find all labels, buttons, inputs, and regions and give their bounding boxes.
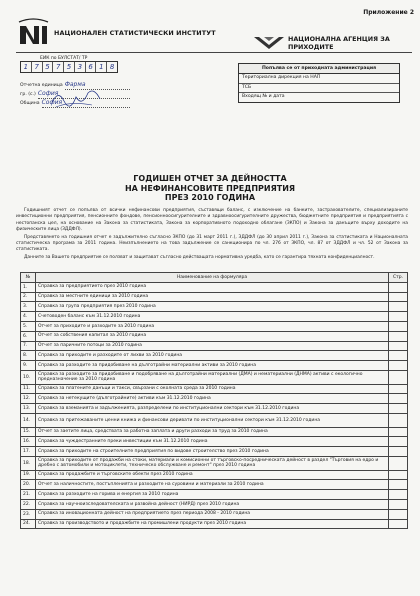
page-cell: [389, 292, 408, 302]
table-row: [21, 321, 408, 331]
row-number: 24.: [21, 519, 36, 529]
appendix-label: Приложение 2: [363, 9, 414, 16]
row-number: 8.: [21, 351, 36, 361]
table-row: [21, 456, 408, 470]
nsi-name: НАЦИОНАЛЕН СТАТИСТИЧЕСКИ ИНСТИТУТ: [54, 29, 216, 37]
page-cell: [389, 341, 408, 351]
row-number: 13.: [21, 404, 36, 414]
page-cell: [389, 456, 408, 470]
eik-digit: 7: [53, 62, 64, 72]
eik-label: ЕИК по БУЛСТАТ/ ТР: [40, 56, 88, 61]
table-row: [21, 480, 408, 490]
form-name: Отчет за наличностите, постъпленията и разходите на суровини и материали за 2010 година: [36, 480, 389, 490]
page-cell: [389, 499, 408, 509]
form-name: Справка за местните единици за 2010 година: [36, 292, 389, 302]
eik-digit: 5: [64, 62, 75, 72]
admin-box-row: ТСБ: [239, 84, 399, 94]
identification-value: София: [42, 99, 130, 108]
page-cell: [389, 321, 408, 331]
table-row: [21, 394, 408, 404]
intro-paragraph: Годишният отчет се попълва от всички нефинансови предприятия, съставящи баланс, с изключение на банките, застрахователите, специализираните инвестиционни предприятия, пенсионните фондове, пенсионноосигурителните и здравноосигурителните дружества, бюджетните предприятия и предприятията с нестопанска цел, на основание на Закона за статистиката, Закона за корпоративното подоходно облагане (ЗКПО) и Закона за данъците върху доходите на физическите лица (ЗДДФЛ).: [16, 208, 408, 233]
row-number: 16.: [21, 437, 36, 447]
page-cell: [389, 351, 408, 361]
page-cell: [389, 519, 408, 529]
page-cell: [389, 312, 408, 322]
row-number: 22.: [21, 499, 36, 509]
report-title-line: ПРЕЗ 2010 ГОДИНА: [164, 193, 256, 202]
page-cell: [389, 447, 408, 457]
identification-value: София: [38, 90, 130, 99]
intro-paragraph: Данните за Вашето предприятие се ползват и защитават съгласно действащата нормативна уредба, като се гарантира тяхната конфиденциалност.: [24, 254, 375, 260]
identification-label: Отчетна единица: [20, 83, 63, 88]
eik-block: [20, 56, 126, 73]
report-title-line: ГОДИШЕН ОТЧЕТ ЗА ДЕЙНОСТТА: [133, 174, 287, 183]
form-name: Справка за иновационната дейност на предприятието през периода 2008 - 2010 година: [36, 509, 389, 519]
form-name: Справка за група предприятия през 2010 година: [36, 302, 389, 312]
nsi-logo-icon: [16, 18, 50, 48]
page-cell: [389, 437, 408, 447]
form-name: Справка за вземанията и задълженията, разпределени по институционални сектори към 31.12.2010 година: [36, 404, 389, 414]
form-name: Отчет за заетите лица, средствата за работна заплата и други разходи за труд за 2010 година: [36, 427, 389, 437]
report-title: [60, 174, 360, 203]
intro-paragraph: Представянето на годишния отчет е задължително съгласно ЗКПО (до 31 март 2011 г.), ЗДДФЛ (до 30 април 2011 г.), Закона за статистиката и Националната статистическа програма за 2011 година. Неизпълнението на това задължение се санкционира по чл. 276 от ЗКПО, чл. 87 от ЗДДФЛ и чл. 52 от Закона за статистиката.: [16, 234, 408, 253]
row-number: 11.: [21, 384, 36, 394]
row-number: 12.: [21, 394, 36, 404]
table-row: [21, 302, 408, 312]
table-row: [21, 331, 408, 341]
table-header-row: [21, 273, 408, 283]
eik-digit: 1: [21, 62, 32, 72]
form-name: Справка за производството и продажбите на промишлени продукти през 2010 година: [36, 519, 389, 529]
handwritten-signature-icon: [48, 83, 108, 113]
page-cell: [389, 384, 408, 394]
row-number: 9.: [21, 361, 36, 371]
eik-digits: [20, 61, 118, 73]
report-title-line: НА НЕФИНАНСОВИТЕ ПРЕДПРИЯТИЯ: [124, 183, 296, 193]
page-cell: [389, 413, 408, 427]
forms-table: [20, 272, 408, 529]
header-divider: [16, 52, 412, 53]
form-name: Справка за продажбите и търговските обекти през 2010 година: [36, 470, 389, 480]
page-cell: [389, 361, 408, 371]
form-name: Счетоводен баланс към 31.12.2010 година: [36, 312, 389, 322]
table-row: [21, 370, 408, 384]
table-row: [21, 351, 408, 361]
table-row: [21, 509, 408, 519]
row-number: 15.: [21, 427, 36, 437]
table-row: [21, 437, 408, 447]
intro-text: [16, 208, 408, 262]
row-number: 23.: [21, 509, 36, 519]
identification-value: Фарма: [65, 81, 130, 90]
column-header-name: Наименование на формуляра: [36, 273, 389, 283]
page-cell: [389, 394, 408, 404]
form-name: Справка за приходите от продажби на стоки, материали и комисионни от търговско-посредническата дейност в раздел "Търговия на едро и дребно с автомобили и мотоциклети, техническо обслужване и ремонт" през 2010 година: [36, 456, 389, 470]
nra-logo-icon: [252, 35, 286, 51]
table-row: [21, 361, 408, 371]
eik-digit: 5: [43, 62, 54, 72]
row-number: 18.: [21, 456, 36, 470]
identification-label: гр. (с.): [20, 92, 36, 97]
identification-label: Община: [20, 101, 40, 106]
form-name: Справка за разходите за придобиване и подобряване на дълготрайни материални (ДМА) и нематериални (ДНМА) активи с екологично предназначение за 2010 година: [36, 370, 389, 384]
form-name: Отчет за собствения капитал за 2010 година: [36, 331, 389, 341]
form-name: Отчет за паричните потоци за 2010 година: [36, 341, 389, 351]
row-number: 21.: [21, 490, 36, 500]
row-number: 7.: [21, 341, 36, 351]
form-name: Справка за приходите на строителните предприятия по видове строителство през 2010 година: [36, 447, 389, 457]
form-name: Справка за предприятието през 2010 година: [36, 282, 389, 292]
form-name: Справка за разходите на горива и енергия за 2010 година: [36, 490, 389, 500]
page-cell: [389, 302, 408, 312]
form-name: Справка за притежаваните ценни книжа и финансови деривати по институционални сектори към 31.12.2010 година: [36, 413, 389, 427]
page-cell: [389, 404, 408, 414]
column-header-page: Стр.: [389, 273, 408, 283]
row-number: 10.: [21, 370, 36, 384]
admin-box-row: Входящ № и дата: [242, 94, 285, 99]
table-row: [21, 384, 408, 394]
page-cell: [389, 427, 408, 437]
column-header-no: №: [21, 273, 36, 283]
row-number: 4.: [21, 312, 36, 322]
form-name: Справка за научноизследователската и развойна дейност (НИРД) през 2010 година: [36, 499, 389, 509]
page-cell: [389, 509, 408, 519]
row-number: 14.: [21, 413, 36, 427]
row-number: 20.: [21, 480, 36, 490]
table-row: [21, 490, 408, 500]
form-name: Справка за нетекущите (дълготрайните) активи към 31.12.2010 година: [36, 394, 389, 404]
table-row: [21, 447, 408, 457]
row-number: 5.: [21, 321, 36, 331]
row-number: 19.: [21, 470, 36, 480]
table-row: [21, 519, 408, 529]
page-cell: [389, 490, 408, 500]
nra-name: НАЦИОНАЛНА АГЕНЦИЯ ЗА ПРИХОДИТЕ: [288, 35, 390, 51]
table-row: [21, 499, 408, 509]
row-number: 3.: [21, 302, 36, 312]
eik-digit: 7: [32, 62, 43, 72]
table-row: [21, 427, 408, 437]
eik-digit: 6: [86, 62, 97, 72]
row-number: 6.: [21, 331, 36, 341]
admin-box: [238, 63, 400, 103]
form-name: Справка за разходите за придобиване на дълготрайни материални активи за 2010 година: [36, 361, 389, 371]
form-name: Отчет за приходите и разходите за 2010 година: [36, 321, 389, 331]
admin-box-row: Териториална дирекция на НАП: [239, 74, 399, 84]
table-row: [21, 292, 408, 302]
admin-box-heading: Попълва се от приходната администрация: [239, 64, 399, 74]
eik-digit: 8: [109, 63, 115, 71]
table-row: [21, 282, 408, 292]
page-cell: [389, 370, 408, 384]
table-row: [21, 404, 408, 414]
row-number: 17.: [21, 447, 36, 457]
eik-digit: 1: [96, 62, 107, 72]
table-row: [21, 341, 408, 351]
table-row: [21, 312, 408, 322]
eik-digit: 3: [75, 62, 86, 72]
row-number: 1.: [21, 282, 36, 292]
page-cell: [389, 470, 408, 480]
form-name: Справка за приходите и разходите от лихви за 2010 година: [36, 351, 389, 361]
page-cell: [389, 282, 408, 292]
table-row: [21, 413, 408, 427]
page-cell: [389, 480, 408, 490]
page-cell: [389, 331, 408, 341]
form-name: Справка за платените данъци и такси, свързани с околната среда за 2010 година: [36, 384, 389, 394]
form-name: Справка за чуждестранните преки инвестиции към 31.12.2010 година: [36, 437, 389, 447]
table-row: [21, 470, 408, 480]
row-number: 2.: [21, 292, 36, 302]
